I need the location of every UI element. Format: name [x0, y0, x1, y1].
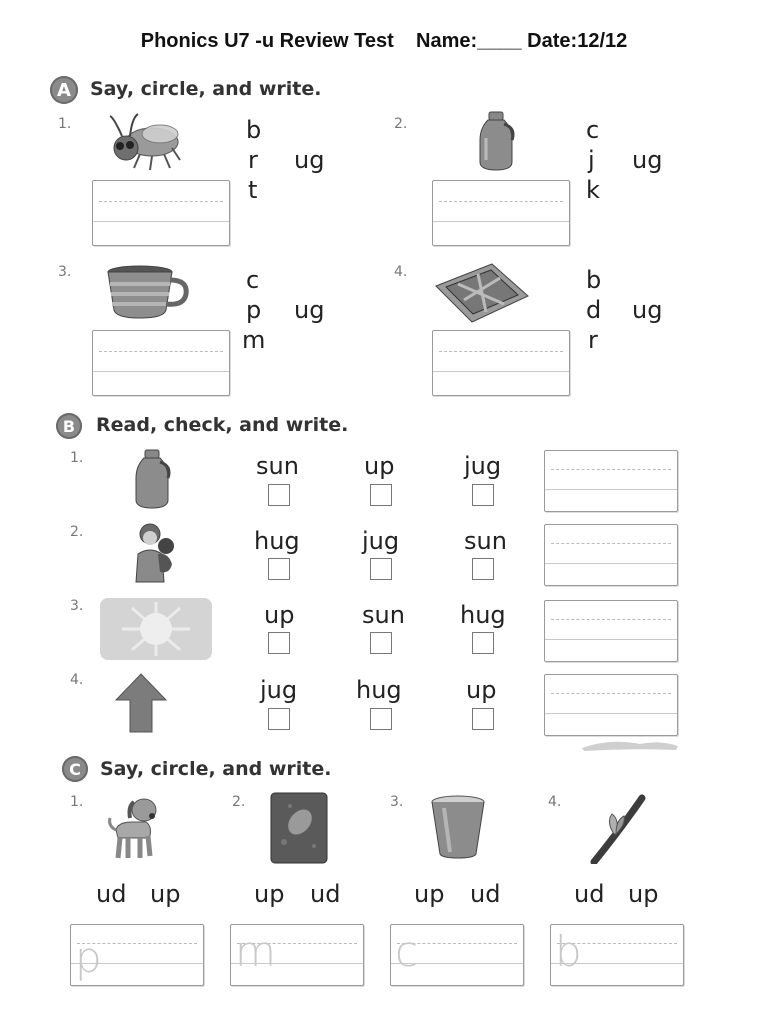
- hug-icon: [132, 520, 178, 584]
- jug-icon: [130, 448, 174, 510]
- c4-write-box[interactable]: [550, 924, 684, 986]
- a2-ending: ug: [632, 146, 663, 174]
- rug-icon: [434, 262, 530, 326]
- c2-write-box[interactable]: [230, 924, 364, 986]
- a2-letter-3: k: [586, 176, 600, 204]
- a3-number: 3.: [58, 264, 72, 280]
- mug-icon: [104, 264, 190, 320]
- a4-number: 4.: [394, 264, 408, 280]
- c1-trace-letter: p: [75, 933, 102, 982]
- section-a-badge: A: [50, 76, 78, 104]
- b3-write-box[interactable]: [544, 600, 678, 662]
- a4-ending: ug: [632, 296, 663, 324]
- b2-word-3: sun: [464, 527, 507, 555]
- c2-choice-2: ud: [310, 880, 341, 908]
- a3-letter-3: m: [242, 326, 266, 354]
- b3-number: 3.: [70, 598, 84, 614]
- c3-trace-letter: c: [395, 927, 419, 976]
- c2-trace-letter: m: [235, 927, 276, 976]
- page-title: Phonics U7 -u Review Test Name:____ Date:12/12: [140, 30, 628, 52]
- jug-icon: [474, 110, 518, 172]
- a4-letter-1: b: [586, 266, 602, 294]
- c2-number: 2.: [232, 794, 246, 810]
- b4-word-1: jug: [260, 676, 298, 704]
- section-a-instruction: Say, circle, and write.: [90, 78, 322, 100]
- b2-write-box[interactable]: [544, 524, 678, 586]
- a3-letter-2: p: [246, 296, 262, 324]
- c1-write-box[interactable]: [70, 924, 204, 986]
- b2-word-2: jug: [362, 527, 400, 555]
- a2-write-box[interactable]: [432, 180, 570, 246]
- b2-checkbox-3[interactable]: [472, 558, 494, 580]
- c4-choice-1: ud: [574, 880, 605, 908]
- b1-word-1: sun: [256, 452, 299, 480]
- c3-write-box[interactable]: [390, 924, 524, 986]
- b3-checkbox-2[interactable]: [370, 632, 392, 654]
- b3-word-1: up: [264, 601, 295, 629]
- b1-checkbox-2[interactable]: [370, 484, 392, 506]
- c4-number: 4.: [548, 794, 562, 810]
- a1-ending: ug: [294, 146, 325, 174]
- b3-word-2: sun: [362, 601, 405, 629]
- sun-icon: [100, 598, 212, 660]
- b2-checkbox-2[interactable]: [370, 558, 392, 580]
- b1-write-box[interactable]: [544, 450, 678, 512]
- section-b-badge: B: [56, 413, 82, 439]
- bug-icon: [100, 112, 184, 174]
- cup-icon: [430, 794, 486, 860]
- a1-letter-1: b: [246, 116, 262, 144]
- b3-checkbox-3[interactable]: [472, 632, 494, 654]
- b4-checkbox-3[interactable]: [472, 708, 494, 730]
- mud-icon: [270, 792, 328, 864]
- c1-choice-1: ud: [96, 880, 127, 908]
- b1-number: 1.: [70, 450, 84, 466]
- b1-checkbox-1[interactable]: [268, 484, 290, 506]
- a3-ending: ug: [294, 296, 325, 324]
- a1-number: 1.: [58, 116, 72, 132]
- b3-word-3: hug: [460, 601, 506, 629]
- b4-write-box[interactable]: [544, 674, 678, 736]
- decorative-smudge: [580, 738, 680, 752]
- c4-choice-2: up: [628, 880, 659, 908]
- dog-icon: [106, 796, 166, 862]
- b4-number: 4.: [70, 672, 84, 688]
- a1-letter-3: t: [248, 176, 258, 204]
- a2-number: 2.: [394, 116, 408, 132]
- section-c-instruction: Say, circle, and write.: [100, 758, 332, 780]
- c4-trace-letter: b: [555, 927, 582, 976]
- b4-checkbox-2[interactable]: [370, 708, 392, 730]
- a2-letter-2: j: [588, 146, 595, 174]
- up-arrow-icon: [114, 672, 168, 734]
- b3-checkbox-1[interactable]: [268, 632, 290, 654]
- b4-checkbox-1[interactable]: [268, 708, 290, 730]
- b1-word-2: up: [364, 452, 395, 480]
- section-b-instruction: Read, check, and write.: [96, 414, 349, 436]
- a1-write-box[interactable]: [92, 180, 230, 246]
- a4-write-box[interactable]: [432, 330, 570, 396]
- a2-letter-1: c: [586, 116, 600, 144]
- c1-choice-2: up: [150, 880, 181, 908]
- a4-letter-2: d: [586, 296, 602, 324]
- b2-word-1: hug: [254, 527, 300, 555]
- a3-letter-1: c: [246, 266, 260, 294]
- b4-word-3: up: [466, 676, 497, 704]
- b1-word-3: jug: [464, 452, 502, 480]
- bud-icon: [590, 794, 646, 864]
- section-c-badge: C: [62, 756, 88, 782]
- c2-choice-1: up: [254, 880, 285, 908]
- a3-write-box[interactable]: [92, 330, 230, 396]
- c3-choice-1: up: [414, 880, 445, 908]
- b1-checkbox-3[interactable]: [472, 484, 494, 506]
- a4-letter-3: r: [588, 326, 598, 354]
- a1-letter-2: r: [248, 146, 258, 174]
- c3-choice-2: ud: [470, 880, 501, 908]
- b2-checkbox-1[interactable]: [268, 558, 290, 580]
- b2-number: 2.: [70, 524, 84, 540]
- b4-word-2: hug: [356, 676, 402, 704]
- c1-number: 1.: [70, 794, 84, 810]
- c3-number: 3.: [390, 794, 404, 810]
